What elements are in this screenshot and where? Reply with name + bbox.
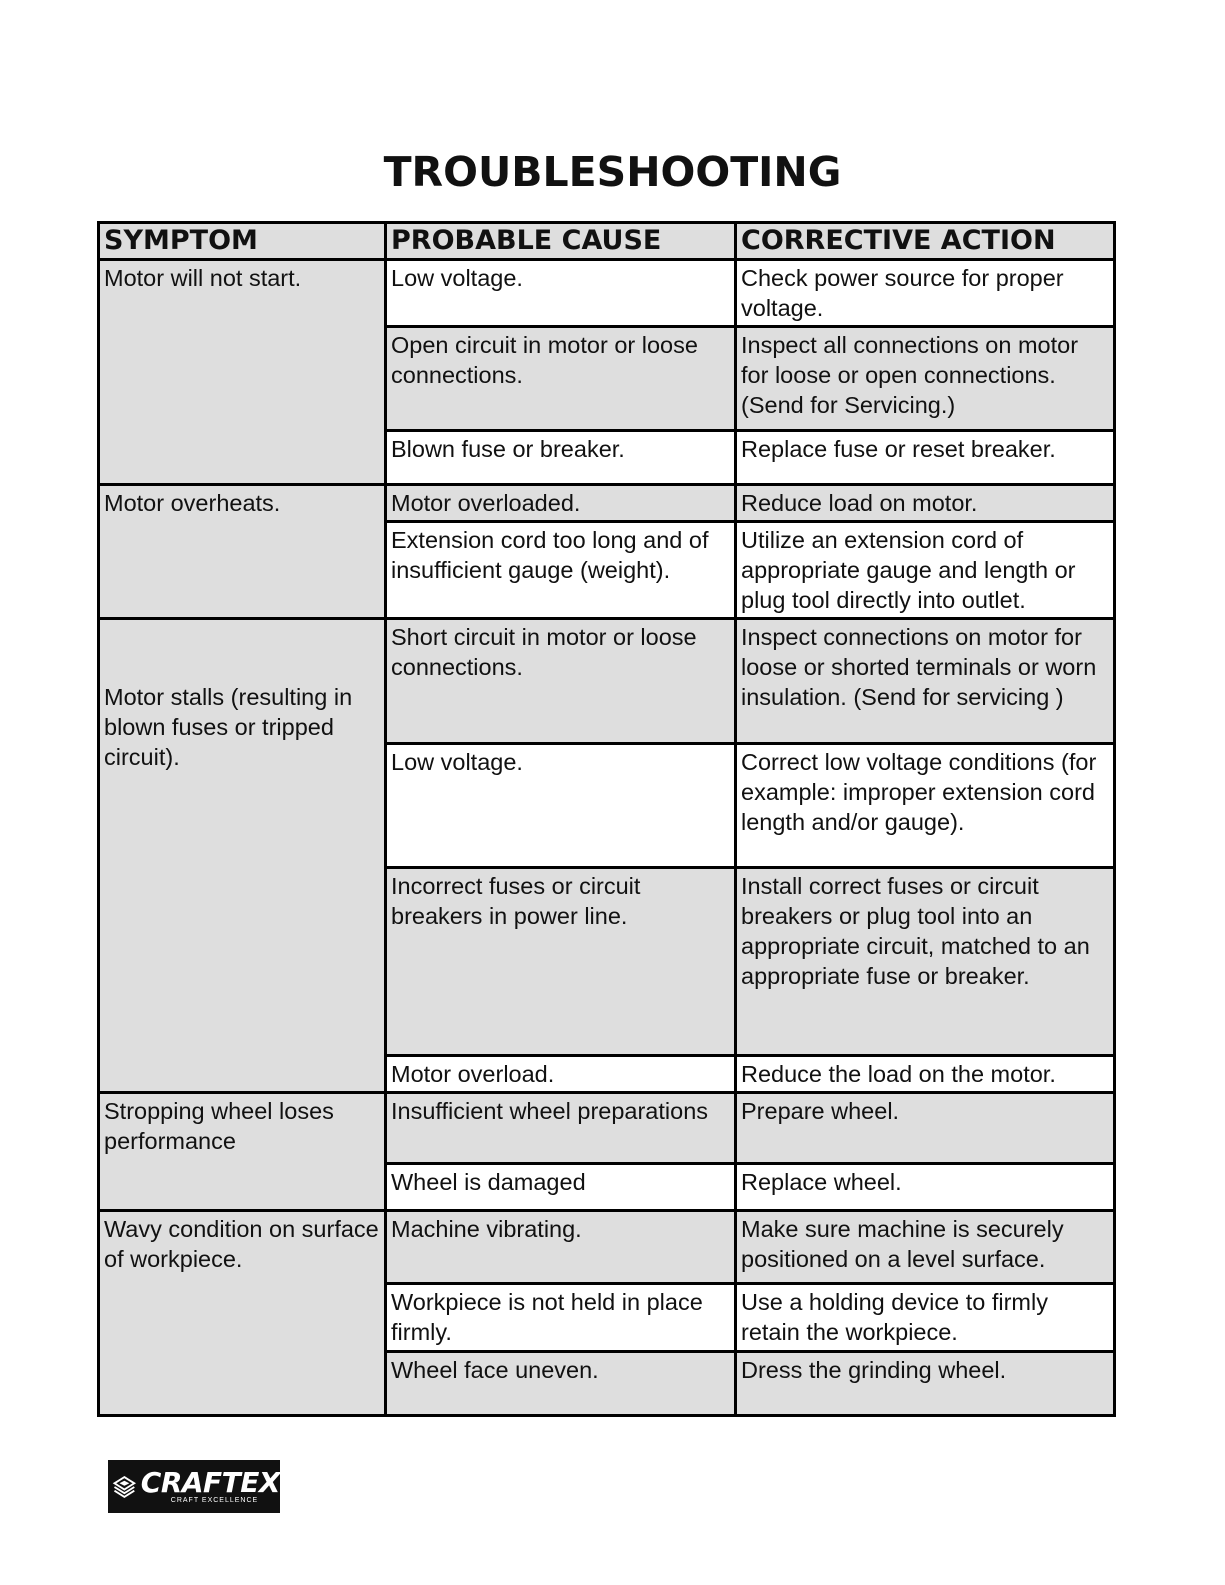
cause-cell: Incorrect fuses or circuit breakers in power line. [386, 868, 736, 1056]
action-cell: Install correct fuses or circuit breakers or plug tool into an appropriate circuit, matched to an appropriate fuse or breaker. [736, 868, 1115, 1056]
action-cell: Make sure machine is securely positioned on a level surface. [736, 1211, 1115, 1284]
header-probable-cause: PROBABLE CAUSE [386, 223, 736, 260]
header-corrective-action: CORRECTIVE ACTION [736, 223, 1115, 260]
action-cell: Inspect all connections on motor for loose or open connections. (Send for Servicing.) [736, 327, 1115, 431]
cause-cell: Low voltage. [386, 744, 736, 868]
action-cell: Check power source for proper voltage. [736, 260, 1115, 327]
symptom-cell: Motor stalls (resulting in blown fuses or tripped circuit). [99, 619, 386, 1093]
cause-cell: Blown fuse or breaker. [386, 431, 736, 485]
action-cell: Use a holding device to firmly retain the workpiece. [736, 1284, 1115, 1352]
table-row [99, 1211, 1115, 1284]
table-row [99, 619, 1115, 744]
action-cell: Correct low voltage conditions (for example: improper extension cord length and/or gauge). [736, 744, 1115, 868]
page-title: TROUBLESHOOTING [383, 148, 842, 196]
logo-brand-text: CRAFTEX [140, 1466, 280, 1499]
symptom-cell: Motor will not start. [99, 260, 386, 485]
cause-cell: Short circuit in motor or loose connections. [386, 619, 736, 744]
cause-cell: Extension cord too long and of insufficient gauge (weight). [386, 522, 736, 619]
cause-cell: Open circuit in motor or loose connections. [386, 327, 736, 431]
cause-cell: Motor overloaded. [386, 485, 736, 522]
cause-cell: Wheel is damaged [386, 1164, 736, 1211]
table-row [99, 485, 1115, 522]
cause-cell: Wheel face uneven. [386, 1352, 736, 1416]
action-cell: Reduce load on motor. [736, 485, 1115, 522]
action-cell: Dress the grinding wheel. [736, 1352, 1115, 1416]
header-symptom: SYMPTOM [99, 223, 386, 260]
table-header-row [99, 223, 1115, 260]
action-cell: Replace wheel. [736, 1164, 1115, 1211]
action-cell: Reduce the load on the motor. [736, 1056, 1115, 1093]
action-cell: Replace fuse or reset breaker. [736, 431, 1115, 485]
table-row [99, 1093, 1115, 1164]
symptom-cell: Motor overheats. [99, 485, 386, 619]
craftex-logo-icon [112, 1467, 137, 1507]
cause-cell: Insufficient wheel preparations [386, 1093, 736, 1164]
symptom-cell: Wavy condition on surface of workpiece. [99, 1211, 386, 1416]
cause-cell: Low voltage. [386, 260, 736, 327]
craftex-logo [108, 1460, 280, 1513]
symptom-cell: Stropping wheel loses performance [99, 1093, 386, 1211]
table-row [99, 260, 1115, 327]
cause-cell: Workpiece is not held in place firmly. [386, 1284, 736, 1352]
action-cell: Utilize an extension cord of appropriate gauge and length or plug tool directly into outlet. [736, 522, 1115, 619]
action-cell: Inspect connections on motor for loose or shorted terminals or worn insulation. (Send for servicing ) [736, 619, 1115, 744]
action-cell: Prepare wheel. [736, 1093, 1115, 1164]
troubleshooting-table [97, 221, 1116, 1417]
cause-cell: Machine vibrating. [386, 1211, 736, 1284]
cause-cell: Motor overload. [386, 1056, 736, 1093]
logo-tagline: CRAFT EXCELLENCE [170, 1497, 259, 1504]
